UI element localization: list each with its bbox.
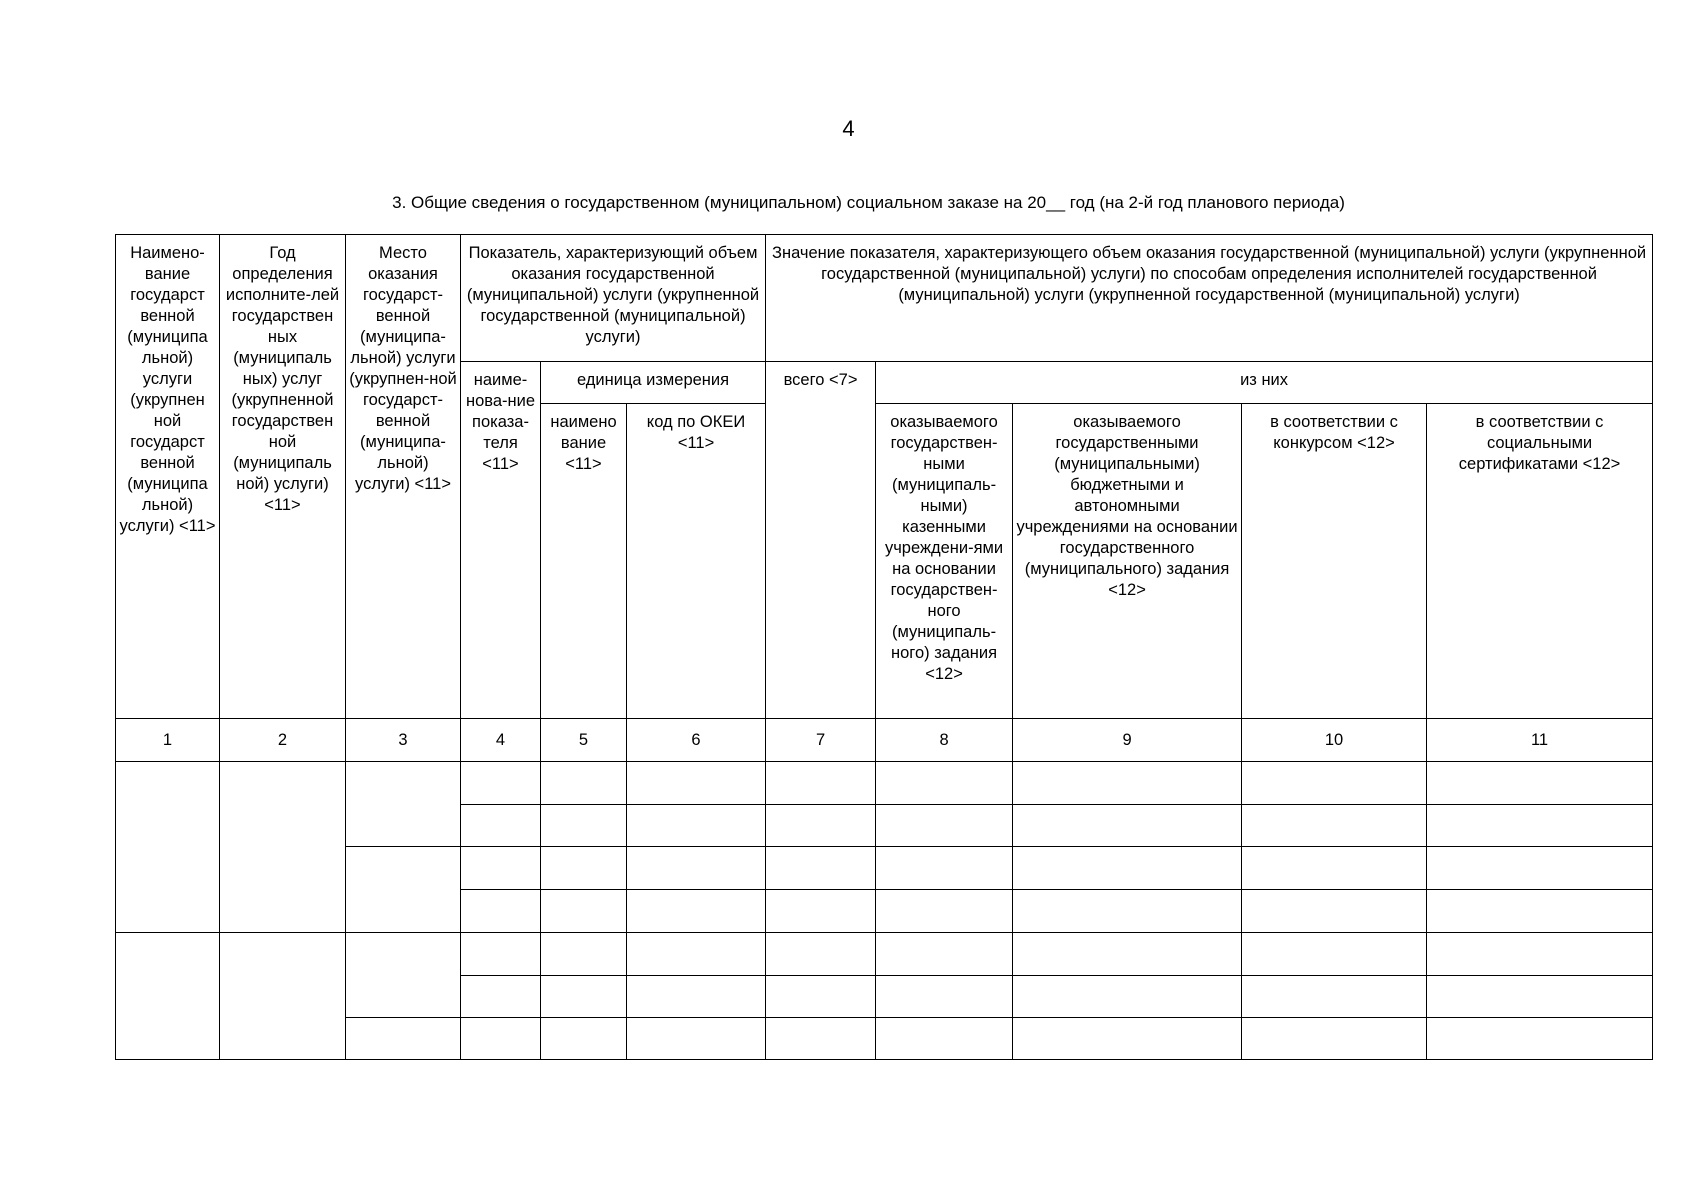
table-cell xyxy=(541,890,627,933)
table-cell xyxy=(461,805,541,847)
table-cell xyxy=(541,847,627,890)
table-cell xyxy=(461,976,541,1018)
table-cell xyxy=(876,1018,1013,1060)
table-cell xyxy=(1013,762,1242,805)
header-total: всего <7> xyxy=(766,362,876,719)
header-state-institutions: оказываемого государствен-ными (муниципаль-ными) казенными учреждени-ями на основании государствен-ного (муниципаль-ного) задания <12> xyxy=(876,404,1013,719)
table-cell xyxy=(627,762,766,805)
table-cell xyxy=(461,1018,541,1060)
table-cell xyxy=(766,976,876,1018)
column-number: 6 xyxy=(627,719,766,762)
table-cell xyxy=(541,933,627,976)
table-cell xyxy=(346,933,461,1018)
column-number: 10 xyxy=(1242,719,1427,762)
table-cell xyxy=(346,847,461,933)
table-cell xyxy=(346,1018,461,1060)
table-cell xyxy=(766,1018,876,1060)
table-cell xyxy=(220,933,346,1060)
table-cell xyxy=(1013,933,1242,976)
table-cell xyxy=(1242,805,1427,847)
table-cell xyxy=(876,762,1013,805)
table-cell xyxy=(1013,1018,1242,1060)
column-number: 11 xyxy=(1427,719,1653,762)
table-cell xyxy=(541,976,627,1018)
column-number: 9 xyxy=(1013,719,1242,762)
table-cell xyxy=(876,976,1013,1018)
header-unit-group: единица измерения xyxy=(541,362,766,404)
header-row-1 xyxy=(116,235,1653,362)
column-number: 1 xyxy=(116,719,220,762)
table-cell xyxy=(461,847,541,890)
table-cell xyxy=(1013,847,1242,890)
table-cell xyxy=(1242,976,1427,1018)
table-cell xyxy=(627,976,766,1018)
table-cell xyxy=(1427,762,1653,805)
table-cell xyxy=(461,890,541,933)
column-number: 3 xyxy=(346,719,461,762)
header-year-of-determination: Год определения исполните-лей государствен ных (муниципаль ных) услуг (укрупненной государствен ной (муниципаль ной) услуги) <11> xyxy=(220,235,346,719)
table-cell xyxy=(1427,890,1653,933)
table-cell xyxy=(876,847,1013,890)
table-cell xyxy=(1242,933,1427,976)
table-cell xyxy=(461,933,541,976)
table-cell xyxy=(1427,933,1653,976)
table-row xyxy=(116,762,1653,805)
table-cell xyxy=(220,762,346,933)
header-indicator-name: наиме-нова-ние показа-теля <11> xyxy=(461,362,541,719)
table-cell xyxy=(116,933,220,1060)
social-order-table xyxy=(115,234,1653,1060)
table-cell xyxy=(627,847,766,890)
table-cell xyxy=(541,762,627,805)
table-cell xyxy=(1242,1018,1427,1060)
section-title: 3. Общие сведения о государственном (муниципальном) социальном заказе на 20__ год (на 2-й год планового периода) xyxy=(392,193,1345,212)
header-budget-institutions: оказываемого государственными (муниципальными) бюджетными и автономными учреждениями на основании государственного (муниципального) задания <12> xyxy=(1013,404,1242,719)
header-unit-name: наимено вание <11> xyxy=(541,404,627,719)
table-cell xyxy=(766,890,876,933)
table-cell xyxy=(627,805,766,847)
column-number-row xyxy=(116,719,1653,762)
table-cell xyxy=(1242,890,1427,933)
table-cell xyxy=(766,933,876,976)
table-cell xyxy=(627,933,766,976)
table-cell xyxy=(461,762,541,805)
table-cell xyxy=(541,1018,627,1060)
header-by-competition: в соответствии с конкурсом <12> xyxy=(1242,404,1427,719)
column-number: 5 xyxy=(541,719,627,762)
table-cell xyxy=(1013,805,1242,847)
table-cell xyxy=(1013,890,1242,933)
table-cell xyxy=(876,805,1013,847)
table-cell xyxy=(116,762,220,933)
table-row xyxy=(116,1018,1653,1060)
column-number: 2 xyxy=(220,719,346,762)
table-cell xyxy=(1242,847,1427,890)
table-cell xyxy=(766,805,876,847)
table-cell xyxy=(627,890,766,933)
header-indicator-group: Показатель, характеризующий объем оказания государственной (муниципальной) услуги (укрупненной государственной (муниципальной) услуги) xyxy=(461,235,766,362)
table-row xyxy=(116,933,1653,976)
table-cell xyxy=(766,847,876,890)
header-by-certificates: в соответствии с социальными сертификатами <12> xyxy=(1427,404,1653,719)
table-cell xyxy=(346,762,461,847)
column-number: 8 xyxy=(876,719,1013,762)
header-of-them: из них xyxy=(876,362,1653,404)
header-okei-code: код по ОКЕИ <11> xyxy=(627,404,766,719)
column-number: 4 xyxy=(461,719,541,762)
table-cell xyxy=(1242,762,1427,805)
header-value-group: Значение показателя, характеризующего объем оказания государственной (муниципальной) услуги (укрупненной государственной (муниципальной) услуги) по способам определения исполнителей государственной (муниципальной) услуги (укрупненной государственной (муниципальной) услуги) xyxy=(766,235,1653,362)
page-number: 4 xyxy=(842,116,855,141)
header-service-name: Наимено-вание государст венной (муниципа льной) услуги (укрупнен ной государст венной (муниципа льной) услуги) <11> xyxy=(116,235,220,719)
table-cell xyxy=(876,933,1013,976)
header-place-of-service: Место оказания государст-венной (муниципа-льной) услуги (укрупнен-ной государст-венной (муниципа-льной) услуги) <11> xyxy=(346,235,461,719)
table-cell xyxy=(541,805,627,847)
table-cell xyxy=(1427,805,1653,847)
table-cell xyxy=(1427,847,1653,890)
table-cell xyxy=(627,1018,766,1060)
table-cell xyxy=(766,762,876,805)
table-cell xyxy=(876,890,1013,933)
table-cell xyxy=(1427,1018,1653,1060)
column-number: 7 xyxy=(766,719,876,762)
table-row xyxy=(116,847,1653,890)
table-cell xyxy=(1427,976,1653,1018)
table-cell xyxy=(1013,976,1242,1018)
